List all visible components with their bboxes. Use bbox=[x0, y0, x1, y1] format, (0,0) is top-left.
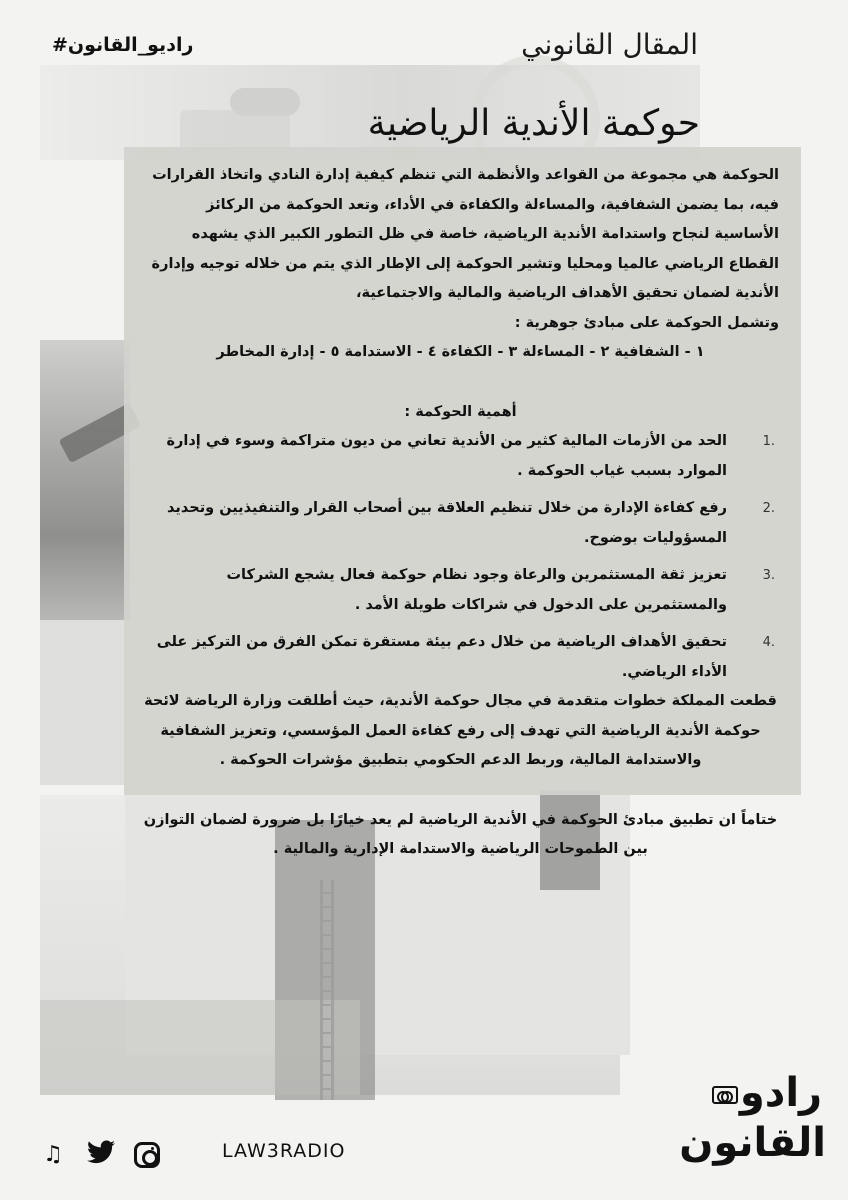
hashtag: #راديو_القانون bbox=[52, 34, 194, 56]
section-label: المقال القانوني bbox=[521, 28, 698, 61]
twitter-icon[interactable] bbox=[86, 1140, 116, 1170]
list-item-text: تعزيز ثقة المستثمرين والرعاة وجود نظام حوكمة فعال يشجع الشركات والمستثمرين على الدخول في شراكات طويلة الأمد . bbox=[226, 567, 727, 613]
list-item bbox=[142, 561, 779, 620]
importance-heading: أهمية الحوكمة : bbox=[404, 403, 517, 420]
list-item-text: رفع كفاءة الإدارة من خلال تنظيم العلاقة بين أصحاب القرار والتنفيذيين وتحديد المسؤوليات بوضوح. bbox=[167, 500, 727, 546]
account-handle[interactable]: LAW3RADIO bbox=[222, 1140, 346, 1162]
intro-paragraph: الحوكمة هي مجموعة من القواعد والأنظمة التي تنظم كيفية إدارة النادي واتخاذ القرارات فيه، بما يضمن الشفافية، والمساءلة والكفاءة في الأداء، وتعد الحوكمة من الركائز الأساسية لنجاح واستدامة الأندية الرياضية، خاصة في ظل التطور الكبير الذي يشهده القطاع الرياضي عالميا ومحليا وتشير الحوكمة إلى الإطار الذي يتم من خلاله توجيه وإدارة الأندية لضمان تحقيق الأهداف الرياضية والمالية والاجتماعية، bbox=[151, 167, 779, 301]
radio-icon bbox=[712, 1086, 738, 1104]
logo-line-2: القانون bbox=[679, 1120, 826, 1166]
list-item bbox=[142, 427, 779, 486]
importance-list bbox=[142, 427, 779, 687]
background-photo-gavel bbox=[40, 340, 130, 620]
list-item-number: 3. bbox=[762, 568, 775, 583]
list-item-number: 1. bbox=[762, 434, 775, 449]
list-item-text: تحقيق الأهداف الرياضية من خلال دعم بيئة مستقرة تمكن الفرق من التركيز على الأداء الرياضي. bbox=[156, 634, 727, 680]
background-shape bbox=[40, 1000, 360, 1095]
list-item-text: الحد من الأزمات المالية كثير من الأندية تعاني من ديون متراكمة وسوء في إدارة الموارد بسبب غياب الحوكمة . bbox=[166, 433, 727, 479]
list-item-number: 4. bbox=[762, 635, 775, 650]
list-item bbox=[142, 494, 779, 553]
page-title: حوكمة الأندية الرياضية bbox=[367, 103, 700, 144]
background-tower bbox=[320, 880, 334, 1100]
list-item-number: 2. bbox=[762, 501, 775, 516]
background-shape bbox=[180, 110, 290, 150]
background-photo-left bbox=[40, 620, 125, 785]
list-item bbox=[142, 628, 779, 687]
kingdom-paragraph: قطعت المملكة خطوات متقدمة في مجال حوكمة الأندية، حيث أطلقت وزارة الرياضة لائحة حوكمة الأندية الرياضية التي تهدف إلى رفع كفاءة العمل المؤسسي، وتعزيز الشفافية والاستدامة المالية، وربط الدعم الحكومي بتطبيق مؤشرات الحوكمة . bbox=[144, 693, 777, 768]
logo-line-1: رادو bbox=[706, 1068, 826, 1118]
tiktok-icon[interactable]: ♫ bbox=[43, 1142, 63, 1167]
closing-paragraph: ختاماً ان تطبيق مبادئ الحوكمة في الأندية الرياضية لم يعد خيارًا بل ضرورة لضمان التوازن بين الطموحات الرياضية والاستدامة الإدارية والمالية . bbox=[143, 811, 778, 857]
article-body bbox=[124, 147, 801, 857]
spacer bbox=[142, 368, 779, 398]
radio-alqanoon-logo bbox=[679, 1068, 826, 1188]
instagram-icon[interactable] bbox=[134, 1142, 160, 1168]
social-links bbox=[38, 1140, 160, 1170]
principles-intro: وتشمل الحوكمة على مبادئ جوهرية : bbox=[514, 314, 779, 331]
principles-list: ١ - الشفافية ٢ - المساءلة ٣ - الكفاءة ٤ - الاستدامة ٥ - إدارة المخاطر bbox=[216, 344, 705, 360]
